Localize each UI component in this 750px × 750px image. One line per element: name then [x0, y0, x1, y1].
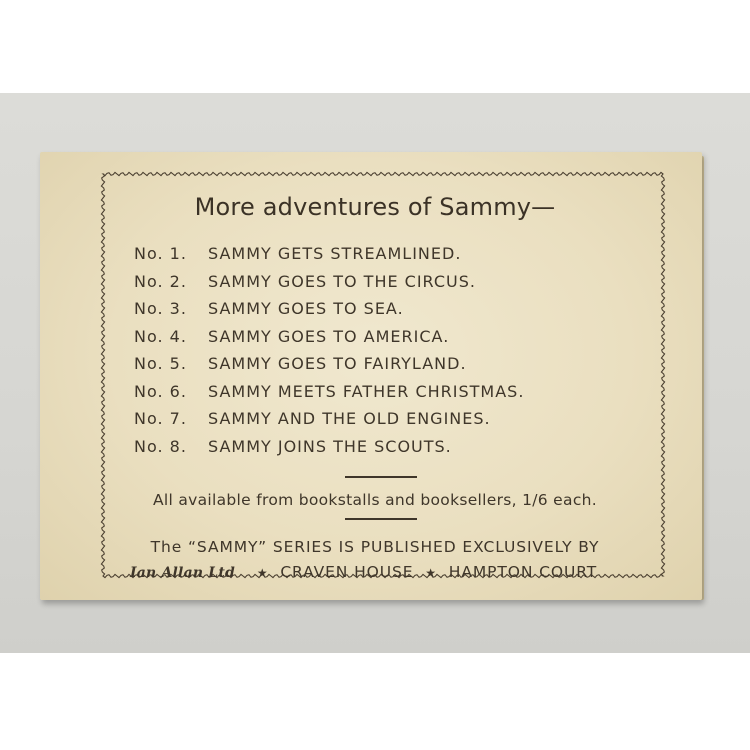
list-item	[134, 350, 524, 378]
book-title: SAMMY MEETS FATHER CHRISTMAS.	[208, 381, 525, 401]
publisher-line: The “SAMMY” SERIES IS PUBLISHED EXCLUSIVELY BY	[150, 538, 600, 556]
book-title: SAMMY GETS STREAMLINED.	[208, 244, 462, 263]
address-line-2: HAMPTON COURT	[448, 563, 598, 581]
book-title: SAMMY GOES TO SEA.	[208, 299, 404, 318]
list-item	[134, 240, 524, 268]
star-icon: ★	[425, 566, 437, 580]
book-number: No. 2.	[134, 271, 187, 291]
publisher-logo: Ian Allan Ltd	[130, 565, 235, 581]
book-number: No. 4.	[134, 326, 187, 346]
book-number: No. 1.	[134, 244, 187, 263]
publisher-address	[130, 563, 597, 581]
book-title: SAMMY GOES TO THE CIRCUS.	[208, 271, 476, 291]
book-number: No. 3.	[134, 299, 187, 318]
book-number: No. 8.	[134, 436, 187, 456]
page-title: More adventures of Sammy—	[194, 193, 556, 221]
book-number: No. 5.	[134, 354, 187, 373]
divider	[345, 476, 417, 478]
book-title: SAMMY GOES TO AMERICA.	[208, 326, 450, 346]
divider	[345, 518, 417, 520]
list-item	[134, 323, 524, 351]
list-item	[134, 295, 524, 323]
list-item	[134, 268, 524, 296]
address-line-1: CRAVEN HOUSE	[280, 563, 414, 581]
list-item	[134, 378, 524, 406]
book-number: No. 6.	[134, 381, 187, 401]
book-list	[134, 240, 524, 460]
book-title: SAMMY GOES TO FAIRYLAND.	[208, 354, 467, 373]
book-number: No. 7.	[134, 409, 187, 428]
book-title: SAMMY JOINS THE SCOUTS.	[208, 436, 452, 456]
list-item	[134, 405, 524, 433]
list-item	[134, 433, 524, 461]
star-icon: ★	[256, 566, 269, 580]
book-title: SAMMY AND THE OLD ENGINES.	[208, 409, 491, 428]
availability-note: All available from bookstalls and booksellers, 1/6 each.	[153, 491, 597, 509]
